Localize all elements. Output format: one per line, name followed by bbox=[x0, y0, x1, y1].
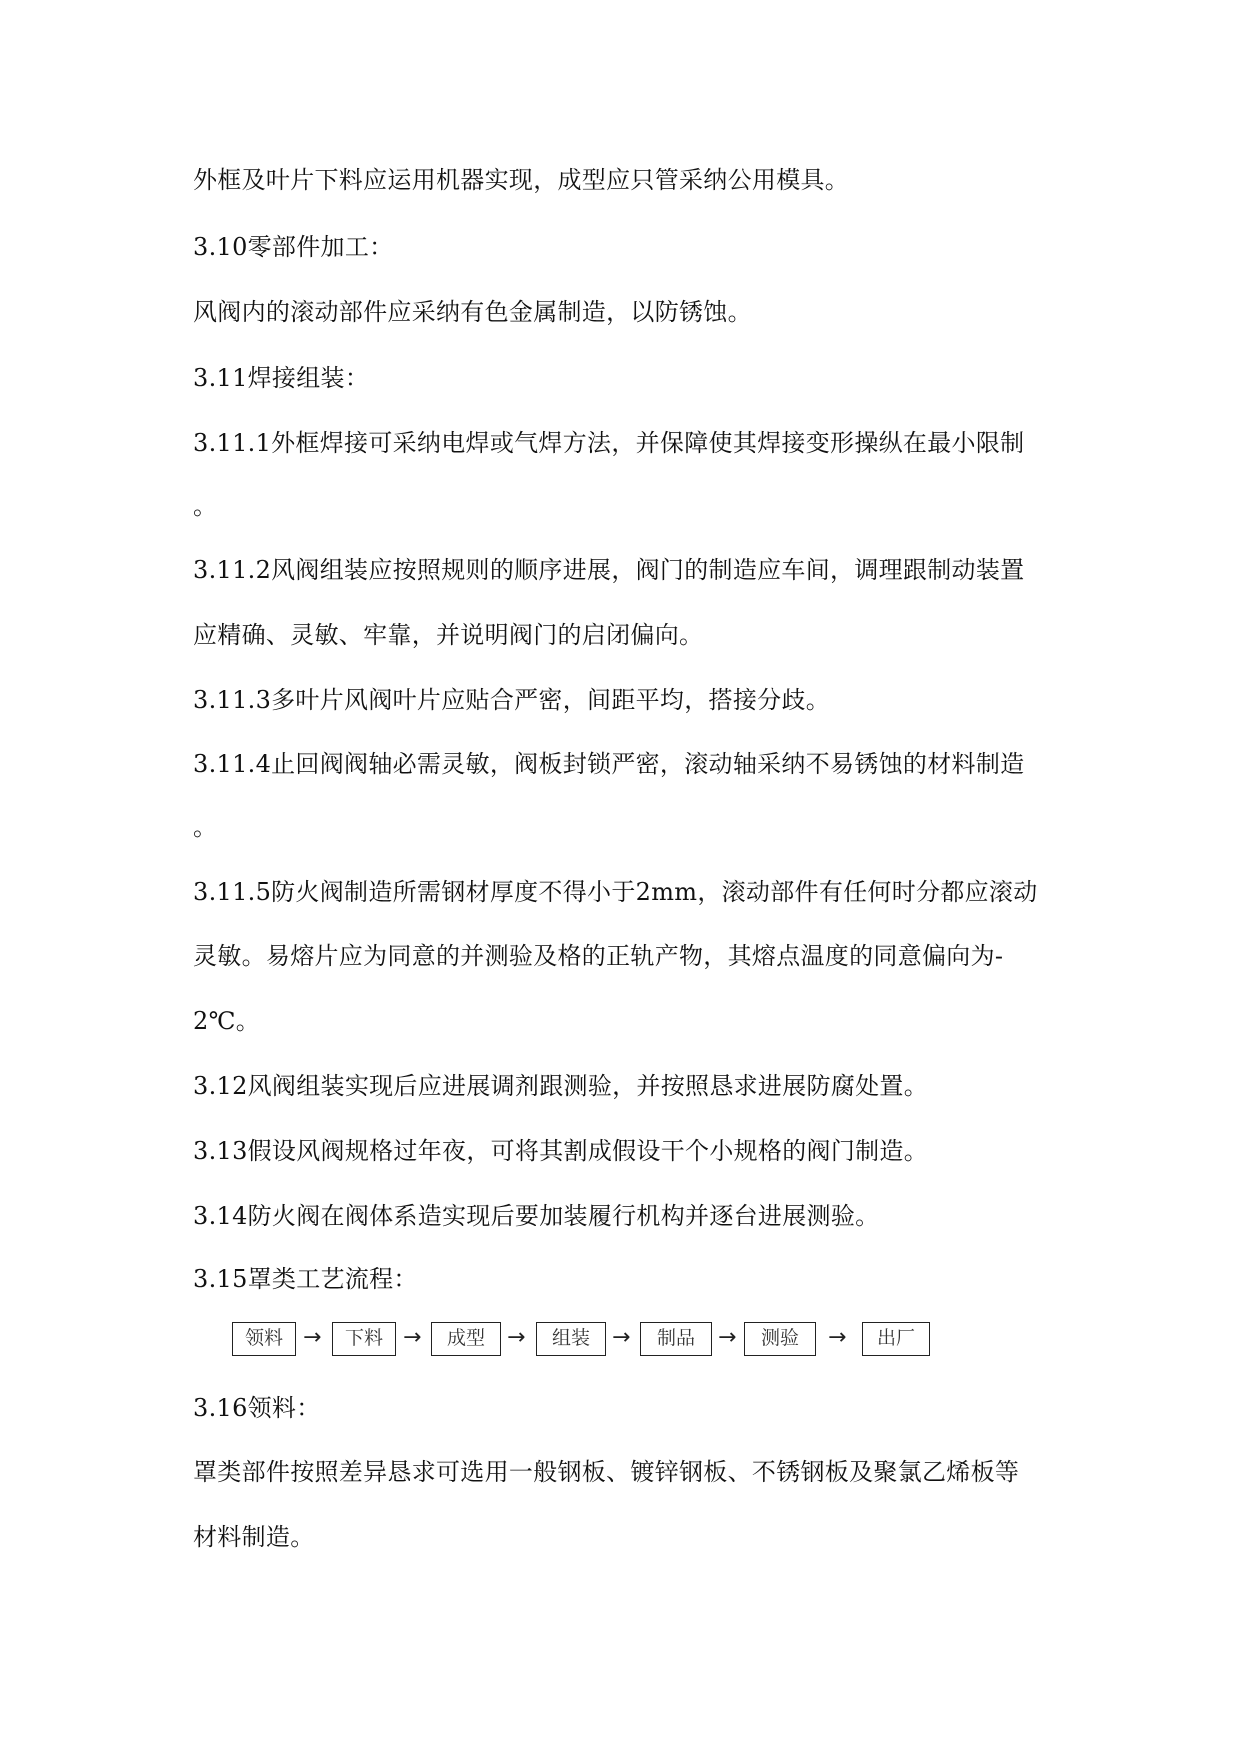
flow-step: 制品 bbox=[640, 1322, 712, 1356]
section-heading: 3.16领料： bbox=[193, 1394, 321, 1422]
arrow-icon: → bbox=[403, 1325, 422, 1350]
flow-step: 下料 bbox=[332, 1322, 396, 1356]
text-line: 3.11.2风阀组装应按照规则的顺序进展，阀门的制造应车间，调理跟制动装置 bbox=[193, 556, 1025, 584]
flow-step: 成型 bbox=[431, 1322, 501, 1356]
arrow-icon: → bbox=[828, 1325, 847, 1350]
text-line: 。 bbox=[193, 492, 218, 520]
section-heading: 3.10零部件加工： bbox=[193, 233, 394, 261]
process-flow bbox=[232, 1322, 952, 1358]
text-line: 3.11.4止回阀阀轴必需灵敏，阀板封锁严密，滚动轴采纳不易锈蚀的材料制造 bbox=[193, 750, 1025, 778]
flow-step: 测验 bbox=[744, 1322, 816, 1356]
text-line: 罩类部件按照差异恳求可选用一般钢板、镀锌钢板、不锈钢板及聚氯乙烯板等 bbox=[193, 1458, 1020, 1486]
text-line: 外框及叶片下料应运用机器实现，成型应只管采纳公用模具。 bbox=[193, 166, 850, 194]
section-heading: 3.11焊接组装： bbox=[193, 364, 370, 392]
text-line: 。 bbox=[193, 813, 218, 841]
text-line: 灵敏。易熔片应为同意的并测验及格的正轨产物，其熔点温度的同意偏向为- bbox=[193, 942, 1004, 970]
text-line: 3.11.5防火阀制造所需钢材厚度不得小于2mm，滚动部件有任何时分都应滚动 bbox=[193, 878, 1038, 906]
text-line: 3.14防火阀在阀体系造实现后要加装履行机构并逐台进展测验。 bbox=[193, 1202, 880, 1230]
flow-step: 组装 bbox=[536, 1322, 606, 1356]
flow-step: 出厂 bbox=[862, 1322, 930, 1356]
text-line: 3.12风阀组装实现后应进展调剂跟测验，并按照恳求进展防腐处置。 bbox=[193, 1072, 929, 1100]
text-line: 2℃。 bbox=[193, 1007, 261, 1035]
text-line: 3.11.3多叶片风阀叶片应贴合严密，间距平均，搭接分歧。 bbox=[193, 686, 831, 714]
text-line: 3.11.1外框焊接可采纳电焊或气焊方法，并保障使其焊接变形操纵在最小限制 bbox=[193, 429, 1025, 457]
flow-step: 领料 bbox=[232, 1322, 296, 1356]
text-line: 材料制造。 bbox=[193, 1523, 315, 1551]
text-line: 3.13假设风阀规格过年夜，可将其割成假设干个小规格的阀门制造。 bbox=[193, 1137, 929, 1165]
arrow-icon: → bbox=[718, 1325, 737, 1350]
arrow-icon: → bbox=[303, 1325, 322, 1350]
text-line: 风阀内的滚动部件应采纳有色金属制造，以防锈蚀。 bbox=[193, 298, 752, 326]
text-line: 应精确、灵敏、牢靠，并说明阀门的启闭偏向。 bbox=[193, 621, 704, 649]
arrow-icon: → bbox=[612, 1325, 631, 1350]
arrow-icon: → bbox=[507, 1325, 526, 1350]
section-heading: 3.15罩类工艺流程： bbox=[193, 1265, 418, 1293]
